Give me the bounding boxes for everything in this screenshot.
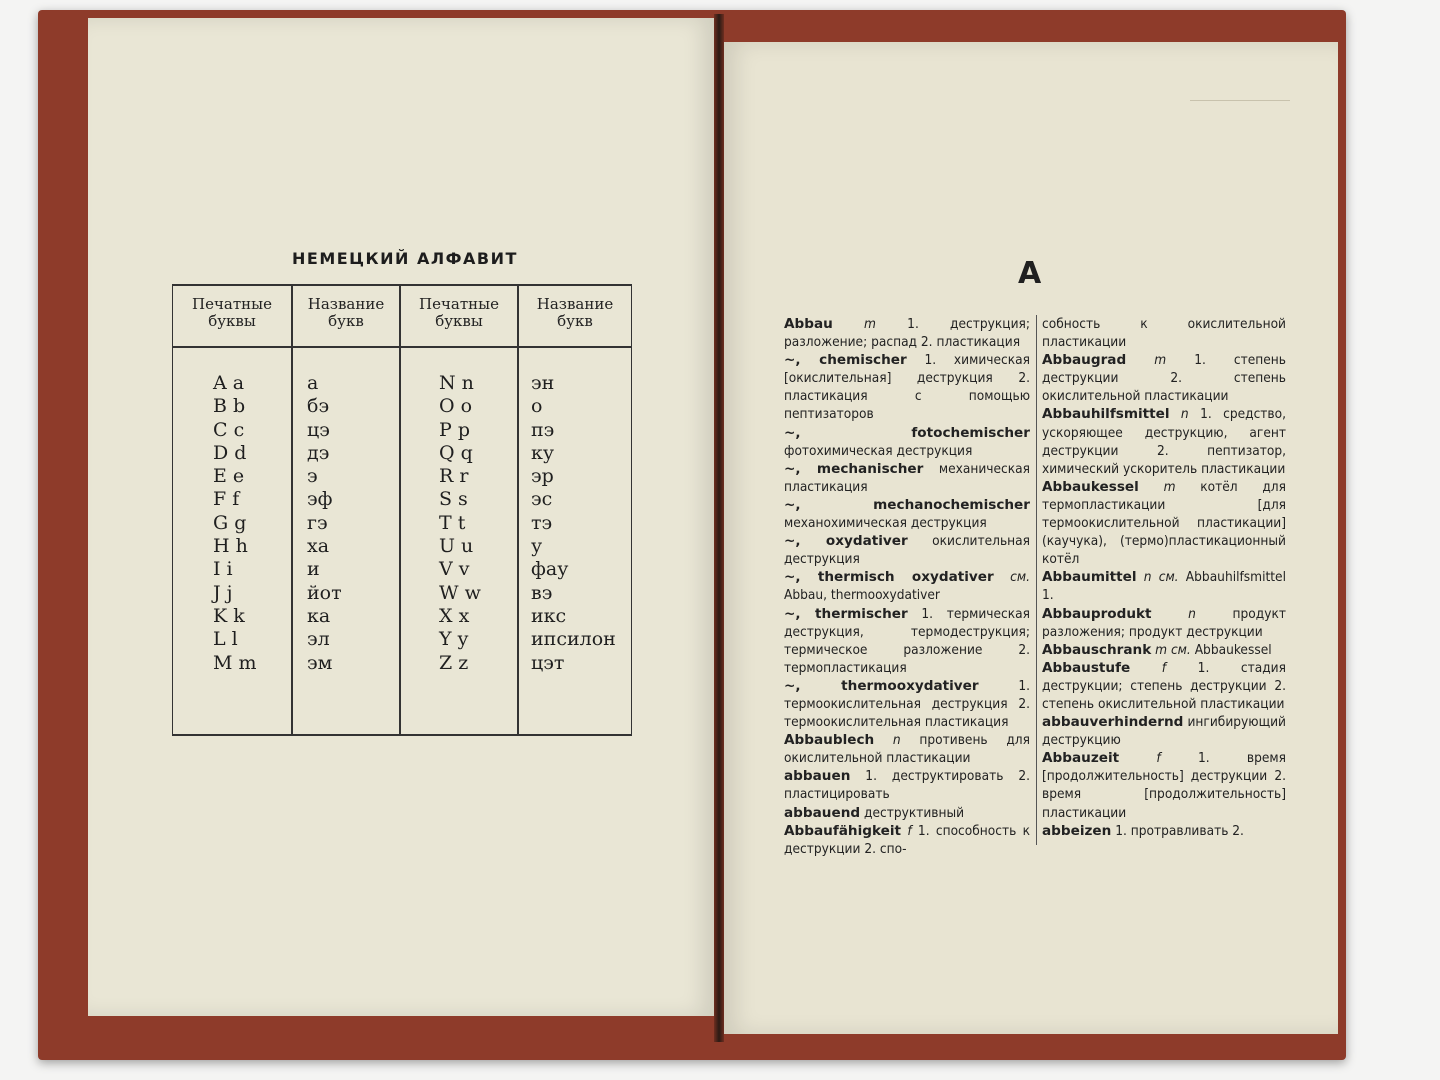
entry-definition: 1. деструктировать 2. пластицировать (784, 768, 1030, 803)
dictionary-entry (784, 424, 1030, 460)
entry-definition: 1. стадия деструкции; степень деструкции 2. степень окислительной пластикации (1042, 659, 1286, 712)
dictionary-entry (784, 460, 1030, 496)
list-item: J j (213, 581, 233, 604)
entry-grammar: m (864, 316, 876, 332)
list-item: бэ (307, 395, 330, 418)
entry-definition: котёл для термопластикации [для термоокислительной пластикации] (каучука), (термо)пластикационный котёл (1042, 478, 1286, 568)
entry-term: ~, thermischer (784, 605, 908, 622)
entry-definition: 1. время [продолжительность] деструкции 2. время [продолжительность] пластикации (1042, 750, 1286, 821)
list-item: V v (439, 558, 470, 581)
table-header-rule (173, 346, 631, 348)
table-column-rule (399, 286, 401, 734)
dictionary-column-2 (1042, 315, 1286, 840)
list-item: O o (439, 395, 473, 418)
entry-term: Abbaufähigkeit (784, 822, 902, 839)
entry-grammar: m (1163, 478, 1176, 495)
dictionary-entry (784, 568, 1030, 604)
header-printed-letters-1: Печатные буквы (192, 295, 272, 330)
list-item: у (531, 535, 543, 558)
header-letter-names-2: Название букв (536, 295, 614, 330)
list-item: пэ (531, 418, 555, 441)
entry-definition: 1. средство, ускоряющее деструкцию, агент деструкции 2. пептизатор, химический ускоритель пластикации (1042, 406, 1286, 477)
table-column-rule (517, 286, 519, 734)
names-column-2 (531, 372, 616, 675)
list-item: тэ (531, 511, 553, 534)
list-item: T t (439, 511, 466, 534)
list-item: S s (439, 488, 468, 511)
list-item: U u (439, 535, 474, 558)
entry-term: ~, chemischer (784, 352, 907, 369)
column-divider (1036, 315, 1037, 845)
book-gutter (714, 14, 724, 1042)
entry-definition: Abbaukessel (1194, 641, 1272, 658)
entry-definition: фотохимическая деструкция (784, 442, 973, 459)
dictionary-entry (1042, 605, 1286, 641)
entry-term: abbauend (784, 804, 861, 821)
dictionary-entry (1042, 478, 1286, 568)
alphabet-table (172, 284, 632, 736)
entry-term: Abbaumittel (1042, 569, 1137, 586)
list-item: цэ (307, 418, 330, 441)
dictionary-entry (784, 351, 1030, 423)
dictionary-entry (784, 496, 1030, 532)
dictionary-entry (1042, 659, 1286, 713)
entry-grammar: m (1154, 352, 1167, 369)
dictionary-entry (1042, 315, 1286, 351)
list-item: о (531, 395, 543, 418)
entry-term: Abbaublech (784, 732, 875, 749)
entry-term: ~, thermisch oxydativer (784, 569, 994, 586)
entry-definition: 1. деструкция; разложение; распад 2. пластикация (784, 316, 1030, 351)
entry-grammar: m см. (1155, 641, 1191, 658)
entry-term: ~, thermooxydativer (784, 677, 979, 694)
list-item: ку (531, 441, 555, 464)
dictionary-entry (784, 532, 1030, 568)
entry-grammar: см. (1010, 569, 1030, 586)
list-item: R r (439, 465, 469, 488)
dictionary-entry (1042, 568, 1286, 604)
entry-definition: продукт разложения; продукт деструкции (1042, 605, 1286, 640)
dictionary-entry (784, 822, 1030, 858)
dictionary-entry (784, 804, 1030, 822)
list-item: M m (213, 651, 257, 674)
list-item: вэ (531, 581, 553, 604)
dictionary-entry (1042, 405, 1286, 477)
entry-grammar: f (1161, 659, 1167, 676)
dictionary-entry (784, 315, 1030, 351)
list-item: B b (213, 395, 246, 418)
list-item: ха (307, 535, 330, 558)
letters-column-1 (213, 372, 257, 675)
entry-definition: 1. протравливать 2. (1115, 822, 1244, 839)
names-column-1 (307, 372, 342, 675)
list-item: э (307, 465, 318, 488)
entry-definition: Abbauhilfsmittel 1. (1042, 569, 1286, 604)
entry-term: ~, fotochemischer (784, 424, 1030, 441)
list-item: E e (213, 465, 245, 488)
running-head-rule (1190, 100, 1290, 107)
list-item: эр (531, 465, 554, 488)
list-item: и (307, 558, 320, 581)
list-item: эс (531, 488, 553, 511)
entry-definition: 1. термическая деструкция, термодеструкция; термическое разложение 2. термопластикация (784, 605, 1030, 676)
list-item: Q q (439, 441, 473, 464)
entry-grammar: n см. (1143, 569, 1179, 586)
entry-term: Abbauschrank (1042, 641, 1152, 658)
dictionary-entry (784, 677, 1030, 731)
entry-definition: окислительная деструкция (784, 533, 1030, 568)
dictionary-entry (784, 767, 1030, 803)
entry-term: ~, mechanochemischer (784, 496, 1030, 513)
dictionary-entry (1042, 822, 1286, 840)
table-column-rule (291, 286, 293, 734)
dictionary-entry (1042, 351, 1286, 405)
list-item: эф (307, 488, 333, 511)
list-item: цэт (531, 651, 565, 674)
entry-term: ~, mechanischer (784, 460, 924, 477)
dictionary-entry (784, 731, 1030, 767)
list-item: икс (531, 604, 567, 627)
entry-term: Abbauhilfsmittel (1042, 406, 1170, 423)
entry-definition: механическая пластикация (784, 460, 1031, 495)
list-item: фау (531, 558, 569, 581)
list-item: W w (439, 581, 481, 604)
entry-term: Abbaustufe (1042, 659, 1131, 676)
section-letter-heading: A (1018, 256, 1042, 291)
list-item: а (307, 372, 319, 394)
entry-term: abbeizen (1042, 822, 1112, 839)
dictionary-column-1 (784, 315, 1030, 858)
entry-definition: деструктивный (864, 804, 965, 821)
entry-term: Abbaukessel (1042, 478, 1139, 495)
dictionary-entry (784, 605, 1030, 677)
list-item: ка (307, 604, 331, 627)
list-item: K k (213, 604, 245, 627)
list-item: Y y (439, 628, 469, 651)
list-item: D d (213, 441, 247, 464)
entry-term: Abbau (784, 316, 833, 332)
list-item: I i (213, 558, 233, 581)
list-item: X x (439, 604, 470, 627)
list-item: эн (531, 372, 555, 394)
list-item: H h (213, 535, 248, 558)
list-item: F f (213, 488, 240, 511)
entry-grammar: n (1180, 406, 1189, 423)
list-item: йот (307, 581, 342, 604)
list-item: Z z (439, 651, 469, 674)
list-item: эл (307, 628, 330, 651)
header-letter-names-1: Название букв (307, 295, 385, 330)
entry-term: Abbauzeit (1042, 750, 1120, 767)
dictionary-entry (1042, 641, 1286, 659)
entry-definition: противень для окислительной пластикации (784, 732, 1030, 767)
alphabet-title: НЕМЕЦКИЙ АЛФАВИТ (292, 249, 518, 268)
entry-term: Abbaugrad (1042, 352, 1127, 369)
entry-definition: 1. термоокислительная деструкция 2. термоокислительная пластикация (784, 677, 1030, 731)
list-item: дэ (307, 441, 330, 464)
entry-definition: 1. способность к деструкции 2. спо- (784, 822, 1030, 857)
entry-term: ~, oxydativer (784, 533, 908, 550)
list-item: G g (213, 511, 247, 534)
entry-term: abbauverhindernd (1042, 714, 1184, 731)
list-item: L l (213, 628, 238, 651)
list-item: ипсилон (531, 628, 616, 651)
list-item: C c (213, 418, 245, 441)
entry-definition: ингибирующий деструкцию (1042, 714, 1286, 749)
entry-term: abbauen (784, 768, 851, 785)
entry-grammar: n (1188, 605, 1196, 622)
entry-definition: Abbau, thermooxydativer (784, 587, 940, 604)
entry-definition: механохимическая деструкция (784, 515, 987, 532)
entry-definition: 1. химическая [окислительная] деструкция 2. пластикация с помощью пептизаторов (784, 352, 1030, 423)
dictionary-entry (1042, 713, 1286, 749)
entry-term: Abbauprodukt (1042, 605, 1152, 622)
entry-grammar: f (907, 822, 912, 839)
header-printed-letters-2: Печатные буквы (419, 295, 499, 330)
dictionary-entry (1042, 749, 1286, 821)
list-item: A a (213, 372, 245, 394)
entry-grammar: f (1156, 750, 1161, 767)
list-item: эм (307, 651, 333, 674)
list-item: N n (439, 372, 474, 394)
entry-definition: собность к окислительной пластикации (1042, 316, 1286, 351)
list-item: гэ (307, 511, 328, 534)
letters-column-2 (439, 372, 481, 675)
entry-grammar: n (892, 732, 901, 749)
entry-definition: 1. степень деструкции 2. степень окислительной пластикации (1042, 352, 1286, 405)
list-item: P p (439, 418, 470, 441)
